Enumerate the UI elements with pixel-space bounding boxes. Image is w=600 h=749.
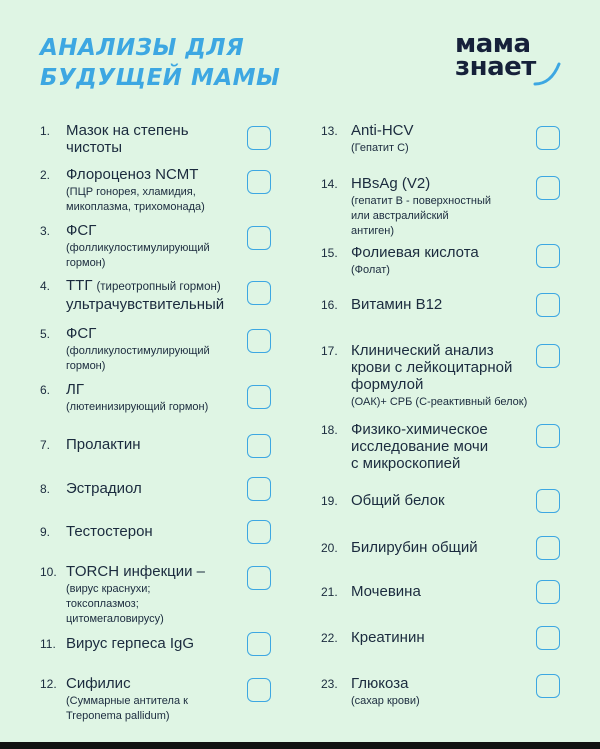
item-label: ЛГ xyxy=(66,381,84,398)
item-checkbox[interactable] xyxy=(247,126,271,150)
checklist-item xyxy=(351,122,530,156)
item-number: 12. xyxy=(40,677,57,691)
item-checkbox[interactable] xyxy=(536,580,560,604)
item-sublabel: цитомегаловирусу) xyxy=(66,613,164,625)
item-checkbox[interactable] xyxy=(536,244,560,268)
item-label: Тестостерон xyxy=(66,523,153,540)
item-number: 3. xyxy=(40,224,51,238)
checklist-item xyxy=(351,629,530,646)
item-sublabel: (фолликулостимулирующий xyxy=(66,345,210,357)
page-title-line-1: АНАЛИЗЫ ДЛЯ xyxy=(40,35,245,61)
item-label: Вирус герпеса IgG xyxy=(66,635,195,652)
item-sublabel: (Фолат) xyxy=(351,264,390,276)
page-title xyxy=(40,33,280,93)
item-label-note: (тиреотропный гормон) xyxy=(96,281,221,293)
item-sublabel: (Гепатит С) xyxy=(351,142,409,154)
item-sublabel: или австралийский xyxy=(351,210,449,222)
item-number: 10. xyxy=(40,565,57,579)
item-checkbox[interactable] xyxy=(247,678,271,702)
item-label: ФСГ xyxy=(66,325,97,342)
item-number: 23. xyxy=(321,677,338,691)
item-number: 22. xyxy=(321,631,338,645)
item-sublabel: (фолликулостимулирующий xyxy=(66,242,210,254)
item-label: с микроскопией xyxy=(351,455,461,472)
checklist-item xyxy=(66,480,241,497)
item-number: 7. xyxy=(40,438,51,452)
item-number: 14. xyxy=(321,177,338,191)
bottom-bar xyxy=(0,742,600,749)
item-checkbox[interactable] xyxy=(247,226,271,250)
checklist-item xyxy=(351,296,530,313)
item-checkbox[interactable] xyxy=(247,566,271,590)
item-label: Физико-химическое xyxy=(351,421,488,438)
item-checkbox[interactable] xyxy=(536,626,560,650)
item-label: Эстрадиол xyxy=(66,480,142,497)
item-label: Креатинин xyxy=(351,629,425,646)
checklist-item xyxy=(66,523,241,540)
item-label: Флороценоз NCMT xyxy=(66,166,199,183)
item-label: HBsAg (V2) xyxy=(351,175,431,192)
checklist-item xyxy=(351,583,530,600)
item-number: 8. xyxy=(40,482,51,496)
item-number: 11. xyxy=(40,637,56,651)
checklist-item xyxy=(66,122,241,156)
item-label: Клинический анализ xyxy=(351,342,494,359)
item-checkbox[interactable] xyxy=(536,126,560,150)
item-label: ультрачувствительный xyxy=(66,296,225,313)
checklist-item xyxy=(351,421,530,472)
item-checkbox[interactable] xyxy=(536,344,560,368)
checklist-item xyxy=(351,539,530,556)
item-sublabel: (ОАК)+ СРБ (С-реактивный белок) xyxy=(351,396,528,408)
item-label: Фолиевая кислота xyxy=(351,244,479,261)
item-label: Витамин В12 xyxy=(351,296,443,313)
item-label: ФСГ xyxy=(66,222,97,239)
item-checkbox[interactable] xyxy=(536,424,560,448)
item-checkbox[interactable] xyxy=(536,176,560,200)
item-number: 1. xyxy=(40,124,51,138)
checklist-item xyxy=(66,563,241,627)
item-sublabel: микоплазма, трихомонада) xyxy=(66,201,205,213)
item-number: 18. xyxy=(321,423,338,437)
item-label: TORCH инфекции – xyxy=(66,563,205,580)
checklist-item xyxy=(66,381,241,415)
item-checkbox[interactable] xyxy=(247,632,271,656)
item-sublabel: Treponema pallidum) xyxy=(66,710,170,722)
checklist-item xyxy=(66,436,241,453)
item-label: крови с лейкоцитарной xyxy=(351,359,513,376)
item-label: Мочевина xyxy=(351,583,421,600)
item-checkbox[interactable] xyxy=(247,434,271,458)
item-label-text: ТТГ xyxy=(66,277,93,294)
item-number: 19. xyxy=(321,494,338,508)
item-number: 2. xyxy=(40,168,51,182)
item-checkbox[interactable] xyxy=(536,536,560,560)
item-sublabel: токсоплазмоз; xyxy=(66,598,139,610)
checklist-item xyxy=(351,492,530,509)
item-checkbox[interactable] xyxy=(536,674,560,698)
item-checkbox[interactable] xyxy=(247,170,271,194)
checklist-item xyxy=(66,675,241,724)
checklist-item xyxy=(351,675,530,709)
checklist-item xyxy=(66,222,241,271)
item-number: 15. xyxy=(321,246,338,260)
item-sublabel: (лютеинизирующий гормон) xyxy=(66,401,209,413)
item-label: Глюкоза xyxy=(351,675,409,692)
item-checkbox[interactable] xyxy=(247,385,271,409)
item-sublabel: антиген) xyxy=(351,225,395,237)
item-number: 9. xyxy=(40,525,51,539)
item-checkbox[interactable] xyxy=(536,293,560,317)
item-checkbox[interactable] xyxy=(247,520,271,544)
logo-word-2: знает xyxy=(455,52,536,82)
item-sublabel: гормон) xyxy=(66,257,106,269)
item-number: 17. xyxy=(321,344,338,358)
item-label: Общий белок xyxy=(351,492,445,509)
item-checkbox[interactable] xyxy=(536,489,560,513)
brand-logo xyxy=(455,28,565,92)
item-number: 6. xyxy=(40,383,51,397)
page-title-line-2: БУДУЩЕЙ МАМЫ xyxy=(40,65,281,91)
checklist-item xyxy=(351,175,530,239)
logo-word-1: мама xyxy=(455,29,531,59)
item-label: исследование мочи xyxy=(351,438,489,455)
checklist-item xyxy=(351,244,530,278)
item-label: чистоты xyxy=(66,139,123,156)
item-sublabel: (Суммарные антитела к xyxy=(66,695,188,707)
item-label: Сифилис xyxy=(66,675,131,692)
item-sublabel: (вирус краснухи; xyxy=(66,583,151,595)
item-number: 21. xyxy=(321,585,338,599)
item-sublabel: (сахар крови) xyxy=(351,695,420,707)
item-number: 5. xyxy=(40,327,51,341)
item-sublabel: (ПЦР гонорея, хламидия, xyxy=(66,186,196,198)
item-sublabel: (гепатит В - поверхностный xyxy=(351,195,492,207)
item-label: Билирубин общий xyxy=(351,539,478,556)
item-label: Anti-HCV xyxy=(351,122,414,139)
checklist-item xyxy=(66,635,241,652)
item-checkbox[interactable] xyxy=(247,329,271,353)
item-label: Мазок на степень xyxy=(66,122,189,139)
checklist-item xyxy=(66,325,241,374)
item-sublabel: гормон) xyxy=(66,360,106,372)
item-label: Пролактин xyxy=(66,436,141,453)
checklist-item xyxy=(66,277,241,313)
logo-smile-icon xyxy=(455,28,565,92)
item-label: формулой xyxy=(351,376,424,393)
item-checkbox[interactable] xyxy=(247,281,271,305)
item-number: 13. xyxy=(321,124,338,138)
checklist-item xyxy=(351,342,530,410)
item-number: 4. xyxy=(40,279,51,293)
item-number: 16. xyxy=(321,298,338,312)
item-checkbox[interactable] xyxy=(247,477,271,501)
item-number: 20. xyxy=(321,541,338,555)
item-label xyxy=(66,277,241,296)
checklist-item xyxy=(66,166,241,215)
